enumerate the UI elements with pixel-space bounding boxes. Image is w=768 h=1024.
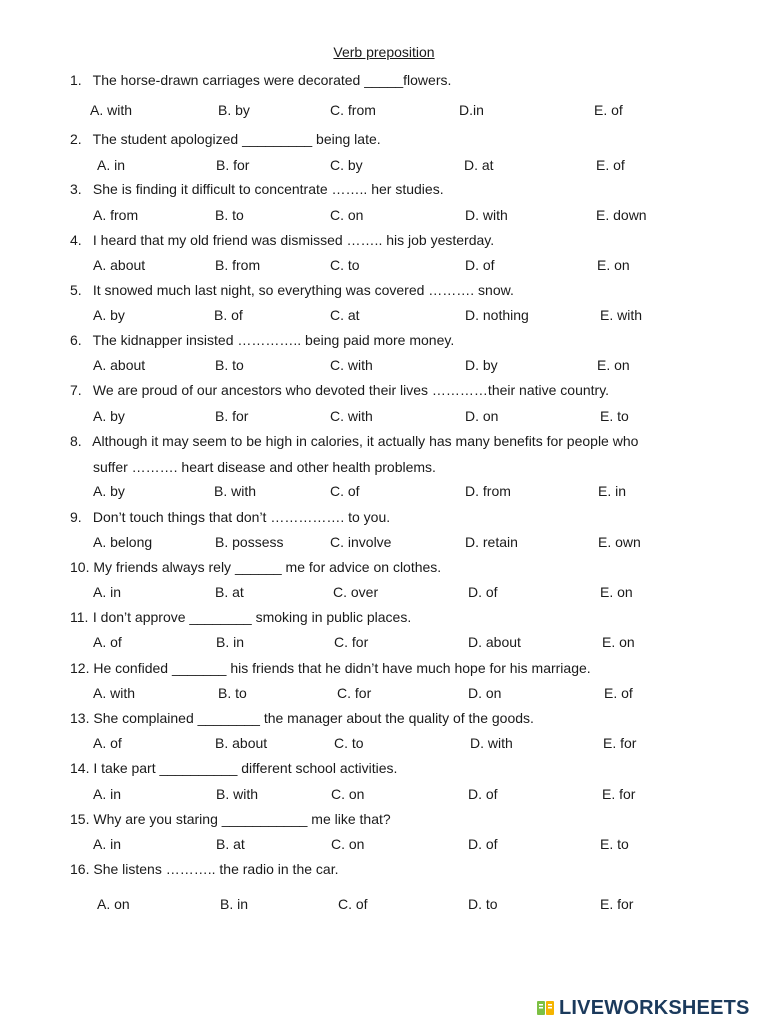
question-text: Why are you staring ___________ me like that?	[89, 811, 391, 827]
question-1-option-a[interactable]: A. with	[90, 102, 133, 118]
worksheet-title: Verb preposition	[333, 44, 435, 60]
question-3-option-a[interactable]: A. from	[93, 207, 139, 223]
question-3-option-b[interactable]: B. to	[215, 207, 244, 223]
question-9-option-c[interactable]: C. involve	[330, 534, 392, 550]
question-text: She complained ________ the manager about the quality of the goods.	[89, 710, 534, 726]
question-2-option-d[interactable]: D. at	[464, 157, 494, 173]
question-10-option-e[interactable]: E. on	[600, 584, 633, 600]
question-5-option-c[interactable]: C. at	[330, 307, 360, 323]
question-14-option-e[interactable]: E. for	[602, 786, 636, 802]
question-9-option-d[interactable]: D. retain	[465, 534, 518, 550]
question-2	[70, 131, 381, 147]
question-number: 1.	[70, 72, 82, 88]
question-14-option-a[interactable]: A. in	[93, 786, 122, 802]
question-7-option-a[interactable]: A. by	[93, 408, 125, 424]
question-12-option-e[interactable]: E. of	[604, 685, 633, 701]
question-9-option-a[interactable]: A. belong	[93, 534, 153, 550]
question-15-option-a[interactable]: A. in	[93, 836, 122, 852]
question-6-option-c[interactable]: C. with	[330, 357, 373, 373]
question-7-option-b[interactable]: B. for	[215, 408, 249, 424]
question-9-option-b[interactable]: B. possess	[215, 534, 284, 550]
question-1-option-e[interactable]: E. of	[594, 102, 623, 118]
question-text: My friends always rely ______ me for advice on clothes.	[89, 559, 442, 575]
question-14-option-b[interactable]: B. with	[216, 786, 259, 802]
question-7-option-d[interactable]: D. on	[465, 408, 499, 424]
question-16-option-c[interactable]: C. of	[338, 896, 368, 912]
question-5-option-a[interactable]: A. by	[93, 307, 125, 323]
question-5	[70, 282, 514, 298]
question-2-option-a[interactable]: A. in	[97, 157, 126, 173]
question-16	[70, 861, 338, 877]
question-8-option-a[interactable]: A. by	[93, 483, 125, 499]
question-6-option-b[interactable]: B. to	[215, 357, 244, 373]
question-13	[70, 710, 534, 726]
question-10-option-d[interactable]: D. of	[468, 584, 498, 600]
question-12	[70, 660, 591, 676]
question-14-option-d[interactable]: D. of	[468, 786, 498, 802]
question-14	[70, 760, 397, 776]
question-6-option-e[interactable]: E. on	[597, 357, 630, 373]
question-number: 7.	[70, 382, 82, 398]
liveworksheets-brand	[536, 996, 750, 1020]
question-text: We are proud of our ancestors who devoted their lives …………their native country.	[89, 382, 610, 398]
question-8-option-d[interactable]: D. from	[465, 483, 511, 499]
question-7-option-e[interactable]: E. to	[600, 408, 629, 424]
question-13-option-c[interactable]: C. to	[334, 735, 364, 751]
question-14-option-c[interactable]: C. on	[331, 786, 365, 802]
question-text: He confided _______ his friends that he didn’t have much hope for his marriage.	[89, 660, 591, 676]
question-15-option-d[interactable]: D. of	[468, 836, 498, 852]
question-13-option-b[interactable]: B. about	[215, 735, 268, 751]
question-11-option-b[interactable]: B. in	[216, 634, 245, 650]
question-text: The student apologized _________ being late.	[89, 131, 381, 147]
question-12-option-c[interactable]: C. for	[337, 685, 372, 701]
question-number: 5.	[70, 282, 82, 298]
question-11	[70, 609, 411, 625]
question-number: 8.	[70, 433, 82, 449]
question-text-continued: suffer ………. heart disease and other health problems.	[93, 459, 436, 475]
question-5-option-d[interactable]: D. nothing	[465, 307, 529, 323]
question-1	[70, 72, 451, 88]
question-7	[70, 382, 609, 398]
question-4-option-a[interactable]: A. about	[93, 257, 146, 273]
question-5-option-e[interactable]: E. with	[600, 307, 643, 323]
question-2-option-c[interactable]: C. by	[330, 157, 363, 173]
question-11-option-a[interactable]: A. of	[93, 634, 122, 650]
question-text: The kidnapper insisted ………….. being paid more money.	[89, 332, 455, 348]
question-number: 4.	[70, 232, 82, 248]
question-16-option-e[interactable]: E. for	[600, 896, 634, 912]
question-number: 6.	[70, 332, 82, 348]
liveworksheets-logo-icon	[536, 998, 556, 1018]
question-5-option-b[interactable]: B. of	[214, 307, 243, 323]
question-text: Don’t touch things that don’t ……………. to you.	[89, 509, 391, 525]
question-8-option-b[interactable]: B. with	[214, 483, 257, 499]
question-8-option-e[interactable]: E. in	[598, 483, 627, 499]
question-16-option-a[interactable]: A. on	[97, 896, 130, 912]
question-9	[70, 509, 390, 525]
question-text: She is finding it difficult to concentrate …….. her studies.	[89, 181, 444, 197]
question-7-option-c[interactable]: C. with	[330, 408, 373, 424]
question-11-option-e[interactable]: E. on	[602, 634, 635, 650]
question-1-option-b[interactable]: B. by	[218, 102, 250, 118]
question-6-option-a[interactable]: A. about	[93, 357, 146, 373]
question-number: 13.	[70, 710, 90, 726]
question-3-option-d[interactable]: D. with	[465, 207, 508, 223]
question-4-option-b[interactable]: B. from	[215, 257, 261, 273]
question-15-option-e[interactable]: E. to	[600, 836, 629, 852]
question-6	[70, 332, 454, 348]
question-16-option-d[interactable]: D. to	[468, 896, 498, 912]
question-10-option-a[interactable]: A. in	[93, 584, 122, 600]
question-15-option-c[interactable]: C. on	[331, 836, 365, 852]
question-number: 15.	[70, 811, 90, 827]
question-11-option-d[interactable]: D. about	[468, 634, 521, 650]
question-4	[70, 232, 494, 248]
question-10-option-c[interactable]: C. over	[333, 584, 379, 600]
question-text: I heard that my old friend was dismissed …….. his job yesterday.	[89, 232, 495, 248]
question-text: She listens ……….. the radio in the car.	[89, 861, 339, 877]
question-4-option-c[interactable]: C. to	[330, 257, 360, 273]
question-12-option-b[interactable]: B. to	[218, 685, 247, 701]
question-15	[70, 811, 391, 827]
question-13-option-d[interactable]: D. with	[470, 735, 513, 751]
question-3-option-e[interactable]: E. down	[596, 207, 647, 223]
question-9-option-e[interactable]: E. own	[598, 534, 641, 550]
question-number: 9.	[70, 509, 82, 525]
question-10	[70, 559, 441, 575]
question-2-option-e[interactable]: E. of	[596, 157, 625, 173]
question-10-option-b[interactable]: B. at	[215, 584, 244, 600]
question-number: 11.	[70, 609, 89, 625]
question-16-option-b[interactable]: B. in	[220, 896, 249, 912]
question-13-option-e[interactable]: E. for	[603, 735, 637, 751]
question-6-option-d[interactable]: D. by	[465, 357, 498, 373]
question-number: 14.	[70, 760, 90, 776]
question-4-option-d[interactable]: D. of	[465, 257, 495, 273]
question-1-option-c[interactable]: C. from	[330, 102, 376, 118]
question-15-option-b[interactable]: B. at	[216, 836, 245, 852]
question-text: I take part __________ different school activities.	[89, 760, 398, 776]
question-text: I don’t approve ________ smoking in public places.	[89, 609, 412, 625]
question-text: It snowed much last night, so everything was covered ………. snow.	[89, 282, 514, 298]
question-8	[70, 433, 638, 449]
brand-text: LIVEWORKSHEETS	[559, 996, 750, 1019]
question-2-option-b[interactable]: B. for	[216, 157, 250, 173]
question-11-option-c[interactable]: C. for	[334, 634, 369, 650]
question-number: 10.	[70, 559, 90, 575]
question-13-option-a[interactable]: A. of	[93, 735, 122, 751]
question-12-option-d[interactable]: D. on	[468, 685, 502, 701]
question-text: Although it may seem to be high in calories, it actually has many benefits for people who	[89, 433, 639, 449]
question-number: 3.	[70, 181, 82, 197]
question-1-option-d[interactable]: D.in	[459, 102, 484, 118]
question-number: 2.	[70, 131, 82, 147]
question-number: 12.	[70, 660, 90, 676]
question-3	[70, 181, 444, 197]
question-12-option-a[interactable]: A. with	[93, 685, 136, 701]
question-number: 16.	[70, 861, 90, 877]
question-text: The horse-drawn carriages were decorated _____flowers.	[89, 72, 452, 88]
question-3-option-c[interactable]: C. on	[330, 207, 364, 223]
question-4-option-e[interactable]: E. on	[597, 257, 630, 273]
question-8-option-c[interactable]: C. of	[330, 483, 360, 499]
